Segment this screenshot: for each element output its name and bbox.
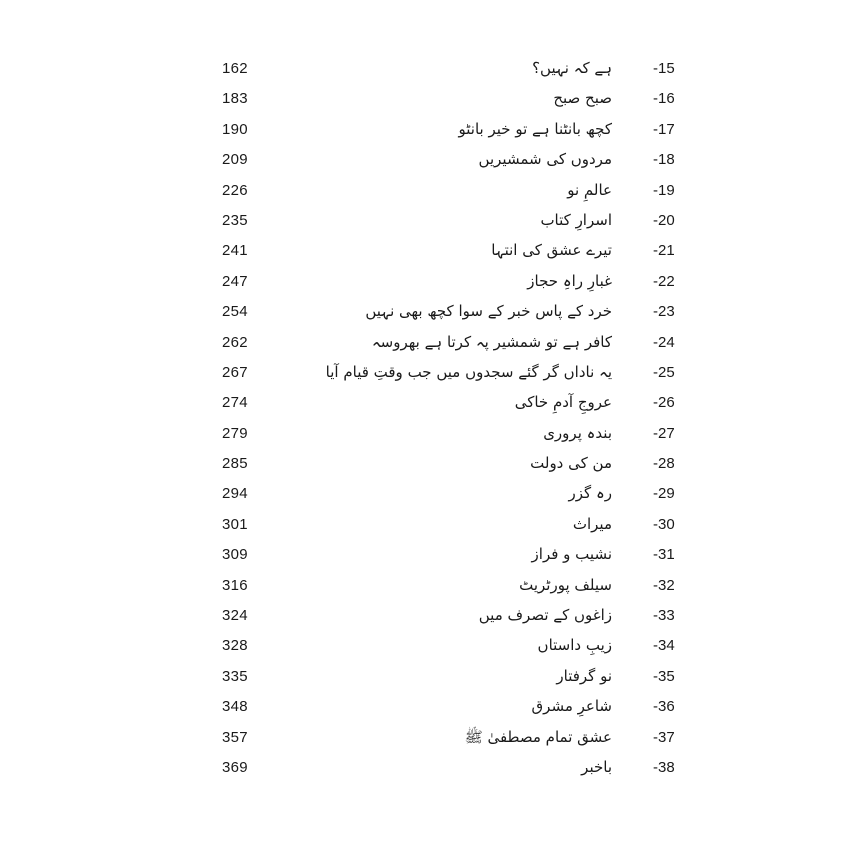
chapter-number: -27 <box>653 424 675 442</box>
toc-row <box>0 510 867 540</box>
page-number: 301 <box>222 515 248 533</box>
page-number: 294 <box>222 485 248 503</box>
chapter-number: -25 <box>653 363 675 381</box>
chapter-number: -30 <box>653 515 675 533</box>
chapter-title: مردوں کی شمشیریں <box>478 150 612 169</box>
toc-row <box>0 540 867 570</box>
chapter-number: -17 <box>653 120 675 138</box>
chapter-number: -28 <box>653 455 675 473</box>
toc-row <box>0 54 867 84</box>
chapter-title: رہ گزر <box>568 484 612 503</box>
toc-row <box>0 145 867 175</box>
toc-row <box>0 631 867 661</box>
chapter-number: -35 <box>653 667 675 685</box>
toc-row <box>0 328 867 358</box>
chapter-number: -34 <box>653 637 675 655</box>
page-number: 190 <box>222 120 248 138</box>
chapter-number: -24 <box>653 333 675 351</box>
toc-row <box>0 115 867 145</box>
toc-row <box>0 601 867 631</box>
chapter-number: -23 <box>653 303 675 321</box>
chapter-title: ہے کہ نہیں؟ <box>532 59 612 77</box>
toc-row <box>0 206 867 236</box>
chapter-number: -29 <box>653 485 675 503</box>
page-number: 369 <box>222 758 248 776</box>
chapter-title: کچھ بانٹنا ہے تو خیر بانٹو <box>458 119 612 138</box>
page-number: 235 <box>222 211 248 229</box>
page-number: 279 <box>222 424 248 442</box>
chapter-number: -16 <box>653 90 675 108</box>
page-number: 335 <box>222 667 248 685</box>
chapter-title: عروجِ آدمِ خاکی <box>514 393 612 412</box>
chapter-number: -31 <box>653 546 675 564</box>
page-number: 183 <box>222 90 248 108</box>
page-number: 209 <box>222 151 248 169</box>
chapter-title: غبارِ راہِ حجاز <box>527 271 612 290</box>
chapter-title: من کی دولت <box>530 454 612 473</box>
chapter-number: -19 <box>653 181 675 199</box>
chapter-title: صبح صبح <box>553 89 612 108</box>
toc-row <box>0 297 867 327</box>
page-number: 262 <box>222 333 248 351</box>
page-number: 324 <box>222 607 248 625</box>
chapter-title: زیبِ داستاں <box>537 636 612 655</box>
toc-row <box>0 176 867 206</box>
page-number: 348 <box>222 698 248 716</box>
page-number: 274 <box>222 394 248 412</box>
page-number: 285 <box>222 455 248 473</box>
chapter-number: -15 <box>653 60 675 77</box>
toc-row <box>0 388 867 418</box>
chapter-number: -20 <box>653 211 675 229</box>
chapter-number: -21 <box>653 242 675 260</box>
toc-row <box>0 419 867 449</box>
chapter-title: عالمِ نو <box>567 180 612 199</box>
chapter-title: نو گرفتار <box>556 666 612 685</box>
toc-row <box>0 662 867 692</box>
chapter-number: -26 <box>653 394 675 412</box>
chapter-title: زاغوں کے تصرف میں <box>478 606 612 625</box>
chapter-title: شاعرِ مشرق <box>531 697 612 716</box>
chapter-title: باخبر <box>581 757 612 776</box>
toc-row <box>0 723 867 753</box>
toc-row <box>0 84 867 114</box>
chapter-title: یہ ناداں گر گئے سجدوں میں جب وقتِ قیام آیا <box>325 362 612 381</box>
toc-row <box>0 692 867 722</box>
toc-row <box>0 449 867 479</box>
page-number: 316 <box>222 576 248 594</box>
toc-row <box>0 267 867 297</box>
page-number: 357 <box>222 728 248 746</box>
chapter-title: اسرارِ کتاب <box>540 210 612 229</box>
chapter-number: -18 <box>653 151 675 169</box>
chapter-number: -22 <box>653 272 675 290</box>
toc-row <box>0 236 867 266</box>
toc-row <box>0 358 867 388</box>
page-number: 162 <box>222 60 248 77</box>
chapter-number: -38 <box>653 758 675 776</box>
page-number: 247 <box>222 272 248 290</box>
chapter-title: تیرے عشق کی انتہا <box>491 241 612 260</box>
chapter-title: سیلف پورٹریٹ <box>519 575 612 594</box>
chapter-number: -37 <box>653 728 675 746</box>
page-number: 309 <box>222 546 248 564</box>
chapter-title: کافر ہے تو شمشیر پہ کرتا ہے بھروسہ <box>371 332 612 351</box>
toc-row <box>0 753 867 783</box>
chapter-title: عشق تمام مصطفیٰ ﷺ <box>464 727 612 746</box>
page-number: 254 <box>222 303 248 321</box>
page-number: 241 <box>222 242 248 260</box>
page-number: 328 <box>222 637 248 655</box>
chapter-title: بندہ پروری <box>543 423 612 442</box>
table-of-contents <box>0 54 867 783</box>
toc-row <box>0 479 867 509</box>
chapter-title: میراث <box>572 514 612 533</box>
chapter-title: خرد کے پاس خبر کے سوا کچھ بھی نہیں <box>365 302 612 321</box>
toc-row <box>0 571 867 601</box>
chapter-number: -33 <box>653 607 675 625</box>
page-number: 267 <box>222 363 248 381</box>
page-number: 226 <box>222 181 248 199</box>
chapter-number: -32 <box>653 576 675 594</box>
chapter-title: نشیب و فراز <box>531 545 612 564</box>
chapter-number: -36 <box>653 698 675 716</box>
